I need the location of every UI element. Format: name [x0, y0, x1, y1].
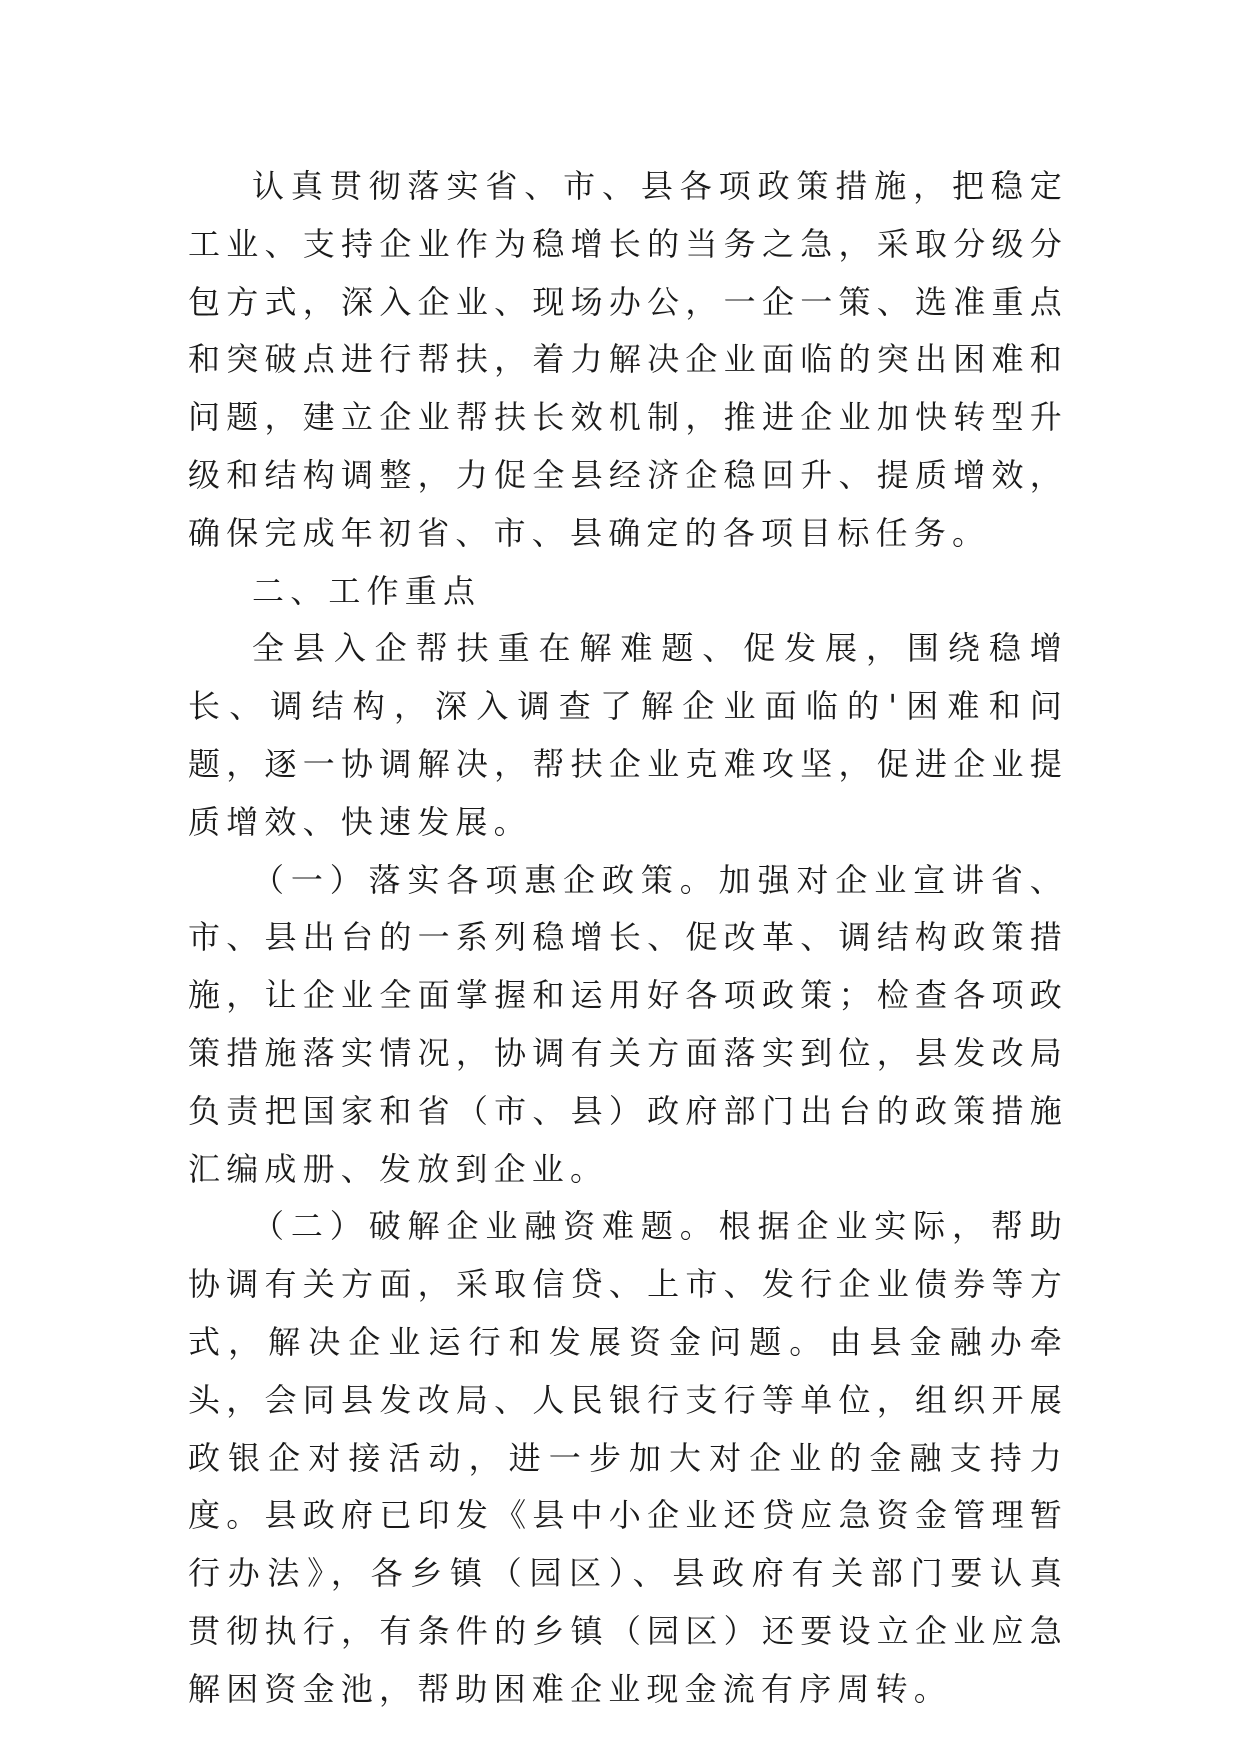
paragraph-financing: （二）破解企业融资难题。根据企业实际，帮助协调有关方面，采取信贷、上市、发行企业债券等方式，解决企业运行和发展资金问题。由县金融办牵头，会同县发改局、人民银行支行等单位，组织开展政银企对接活动，进一步加大对企业的金融支持力度。县政府已印发《县中小企业还贷应急资金管理暂行办法》，各乡镇（园区）、县政府有关部门要认真贯彻执行，有条件的乡镇（园区）还要设立企业应急解困资金池，帮助困难企业现金流有序周转。 — [188, 1207, 1068, 1708]
paragraph-implementation: 认真贯彻落实省、市、县各项政策措施，把稳定工业、支持企业作为稳增长的当务之急，采取分级分包方式，深入企业、现场办公，一企一策、选准重点和突破点进行帮扶，着力解决企业面临的突出困难和问题，建立企业帮扶长效机制，推进企业加快转型升级和结构调整，力促全县经济企稳回升、提质增效，确保完成年初省、市、县确定的各项目标任务。 — [188, 167, 1068, 552]
document-body — [188, 158, 1068, 1719]
paragraph-work-focus-intro: 全县入企帮扶重在解难题、促发展，围绕稳增长、调结构，深入调查了解企业面临的'困难和问题，逐一协调解决，帮扶企业克难攻坚，促进企业提质增效、快速发展。 — [188, 629, 1068, 841]
section-heading-work-focus: 二、工作重点 — [252, 571, 482, 610]
paragraph-policy-implementation: （一）落实各项惠企政策。加强对企业宣讲省、市、县出台的一系列稳增长、促改革、调结构政策措施，让企业全面掌握和运用好各项政策；检查各项政策措施落实情况，协调有关方面落实到位，县发改局负责把国家和省（市、县）政府部门出台的政策措施汇编成册、发放到企业。 — [188, 860, 1068, 1188]
